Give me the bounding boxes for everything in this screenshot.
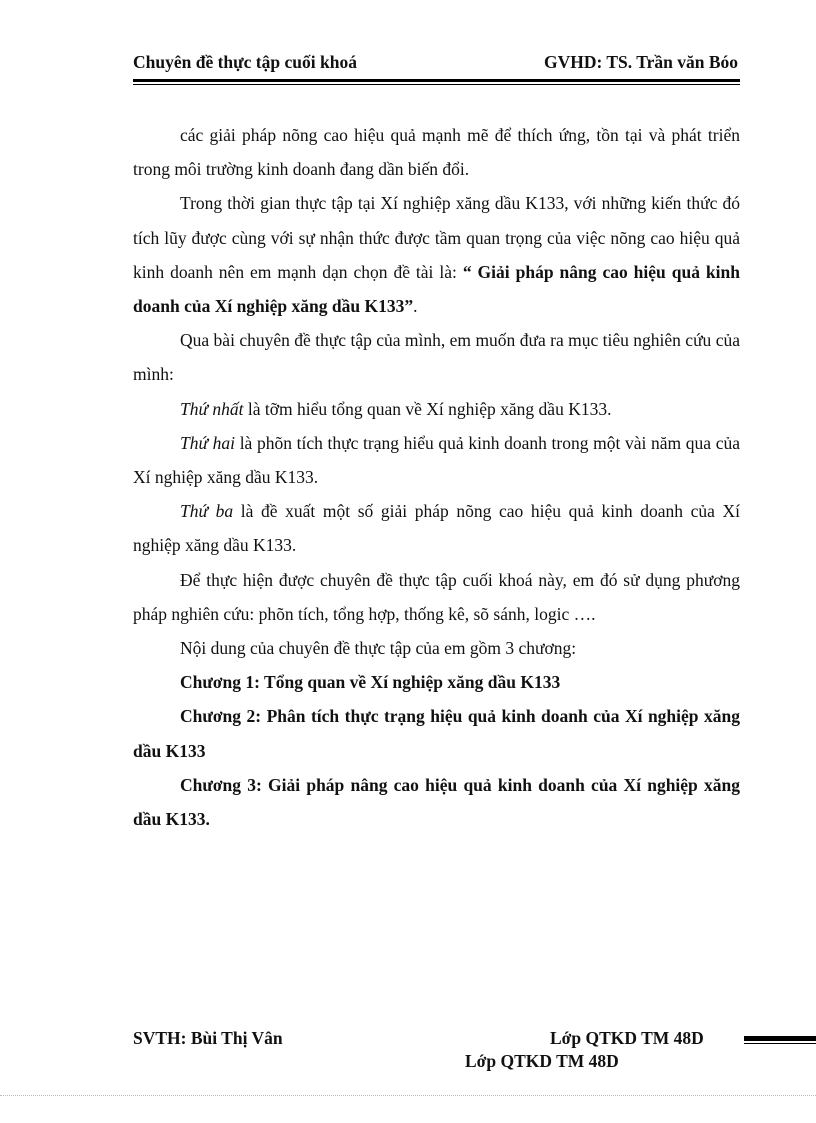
paragraph: Nội dung của chuyên đề thực tập của em gồm 3 chương:: [180, 638, 577, 659]
paragraph: Qua bài chuyên đề thực tập của mình, em muốn đưa ra mục tiêu nghiên cứu của mình:: [133, 330, 740, 385]
objective-label: Thứ ba: [180, 501, 234, 522]
paragraph-end: .: [413, 296, 418, 317]
objective-3: [133, 494, 740, 562]
chapter-1: [133, 665, 740, 699]
header-advisor: GVHD: TS. Trần văn Bóo: [543, 52, 738, 72]
footer-rule-thick: [744, 1036, 816, 1041]
header-rule-thin: [133, 84, 740, 85]
footer-rule-thin: [744, 1043, 816, 1044]
objective-text: là đề xuất một số giải pháp nõng cao hiệu quả kinh doanh của Xí nghiệp xăng dầu K133.: [133, 501, 740, 556]
objective-text: là phõn tích thực trạng hiểu quả kinh doanh trong một vài năm qua của Xí nghiệp xăng dầu K133.: [133, 432, 740, 488]
chapter-title: Chương 2: Phân tích thực trạng hiệu quả kinh doanh của Xí nghiệp xăng dầu K133: [133, 706, 740, 761]
paragraph: [133, 186, 740, 323]
footer-class-duplicate: Lớp QTKD TM 48D: [465, 1051, 619, 1071]
header-rule-thick: [133, 79, 740, 82]
topic-title: “ Giải pháp nâng cao hiệu quả kinh doanh của Xí nghiệp xăng dầu K133”: [133, 261, 740, 317]
chapter-title: Chương 3: Giải pháp nâng cao hiệu quả kinh doanh của Xí nghiệp xăng dầu K133.: [133, 774, 740, 830]
chapter-2: [133, 699, 740, 767]
objective-2: [133, 426, 740, 494]
page-header: [133, 52, 738, 78]
paragraph: các giải pháp nõng cao hiệu quả mạnh mẽ để thích ứng, tồn tại và phát triển trong môi trường kinh doanh đang dần biến đổi.: [133, 125, 740, 180]
page-edge-dotted-line: [0, 1095, 816, 1096]
objective-text: là tỡm hiểu tổng quan về Xí nghiệp xăng dầu K133.: [243, 398, 612, 419]
chapter-3: [133, 768, 740, 836]
objective-label: Thứ hai: [180, 432, 236, 453]
document-body: [133, 118, 740, 836]
objective-1: [133, 392, 740, 426]
chapter-title: Chương 1: Tổng quan về Xí nghiệp xăng dầu K133: [180, 672, 561, 693]
paragraph: Để thực hiện được chuyên đề thực tập cuối khoá này, em đó sử dụng phương pháp nghiên cứu: phõn tích, tổng hợp, thống kê, sõ sánh, logic ….: [133, 569, 740, 624]
objective-label: Thứ nhất: [180, 398, 244, 419]
header-title: Chuyên đề thực tập cuối khoá: [133, 52, 357, 72]
paragraph-text: Trong thời gian thực tập tại Xí nghiệp xăng dầu K133, với những kiến thức đó tích lũy được cùng với sự nhận thức được tầm quan trọng của việc nõng cao hiệu quả kinh doanh nên em mạnh dạn chọn đề tài là:: [133, 193, 740, 282]
footer-class: Lớp QTKD TM 48D: [550, 1028, 704, 1048]
footer-student: SVTH: Bùi Thị Vân: [133, 1028, 283, 1048]
